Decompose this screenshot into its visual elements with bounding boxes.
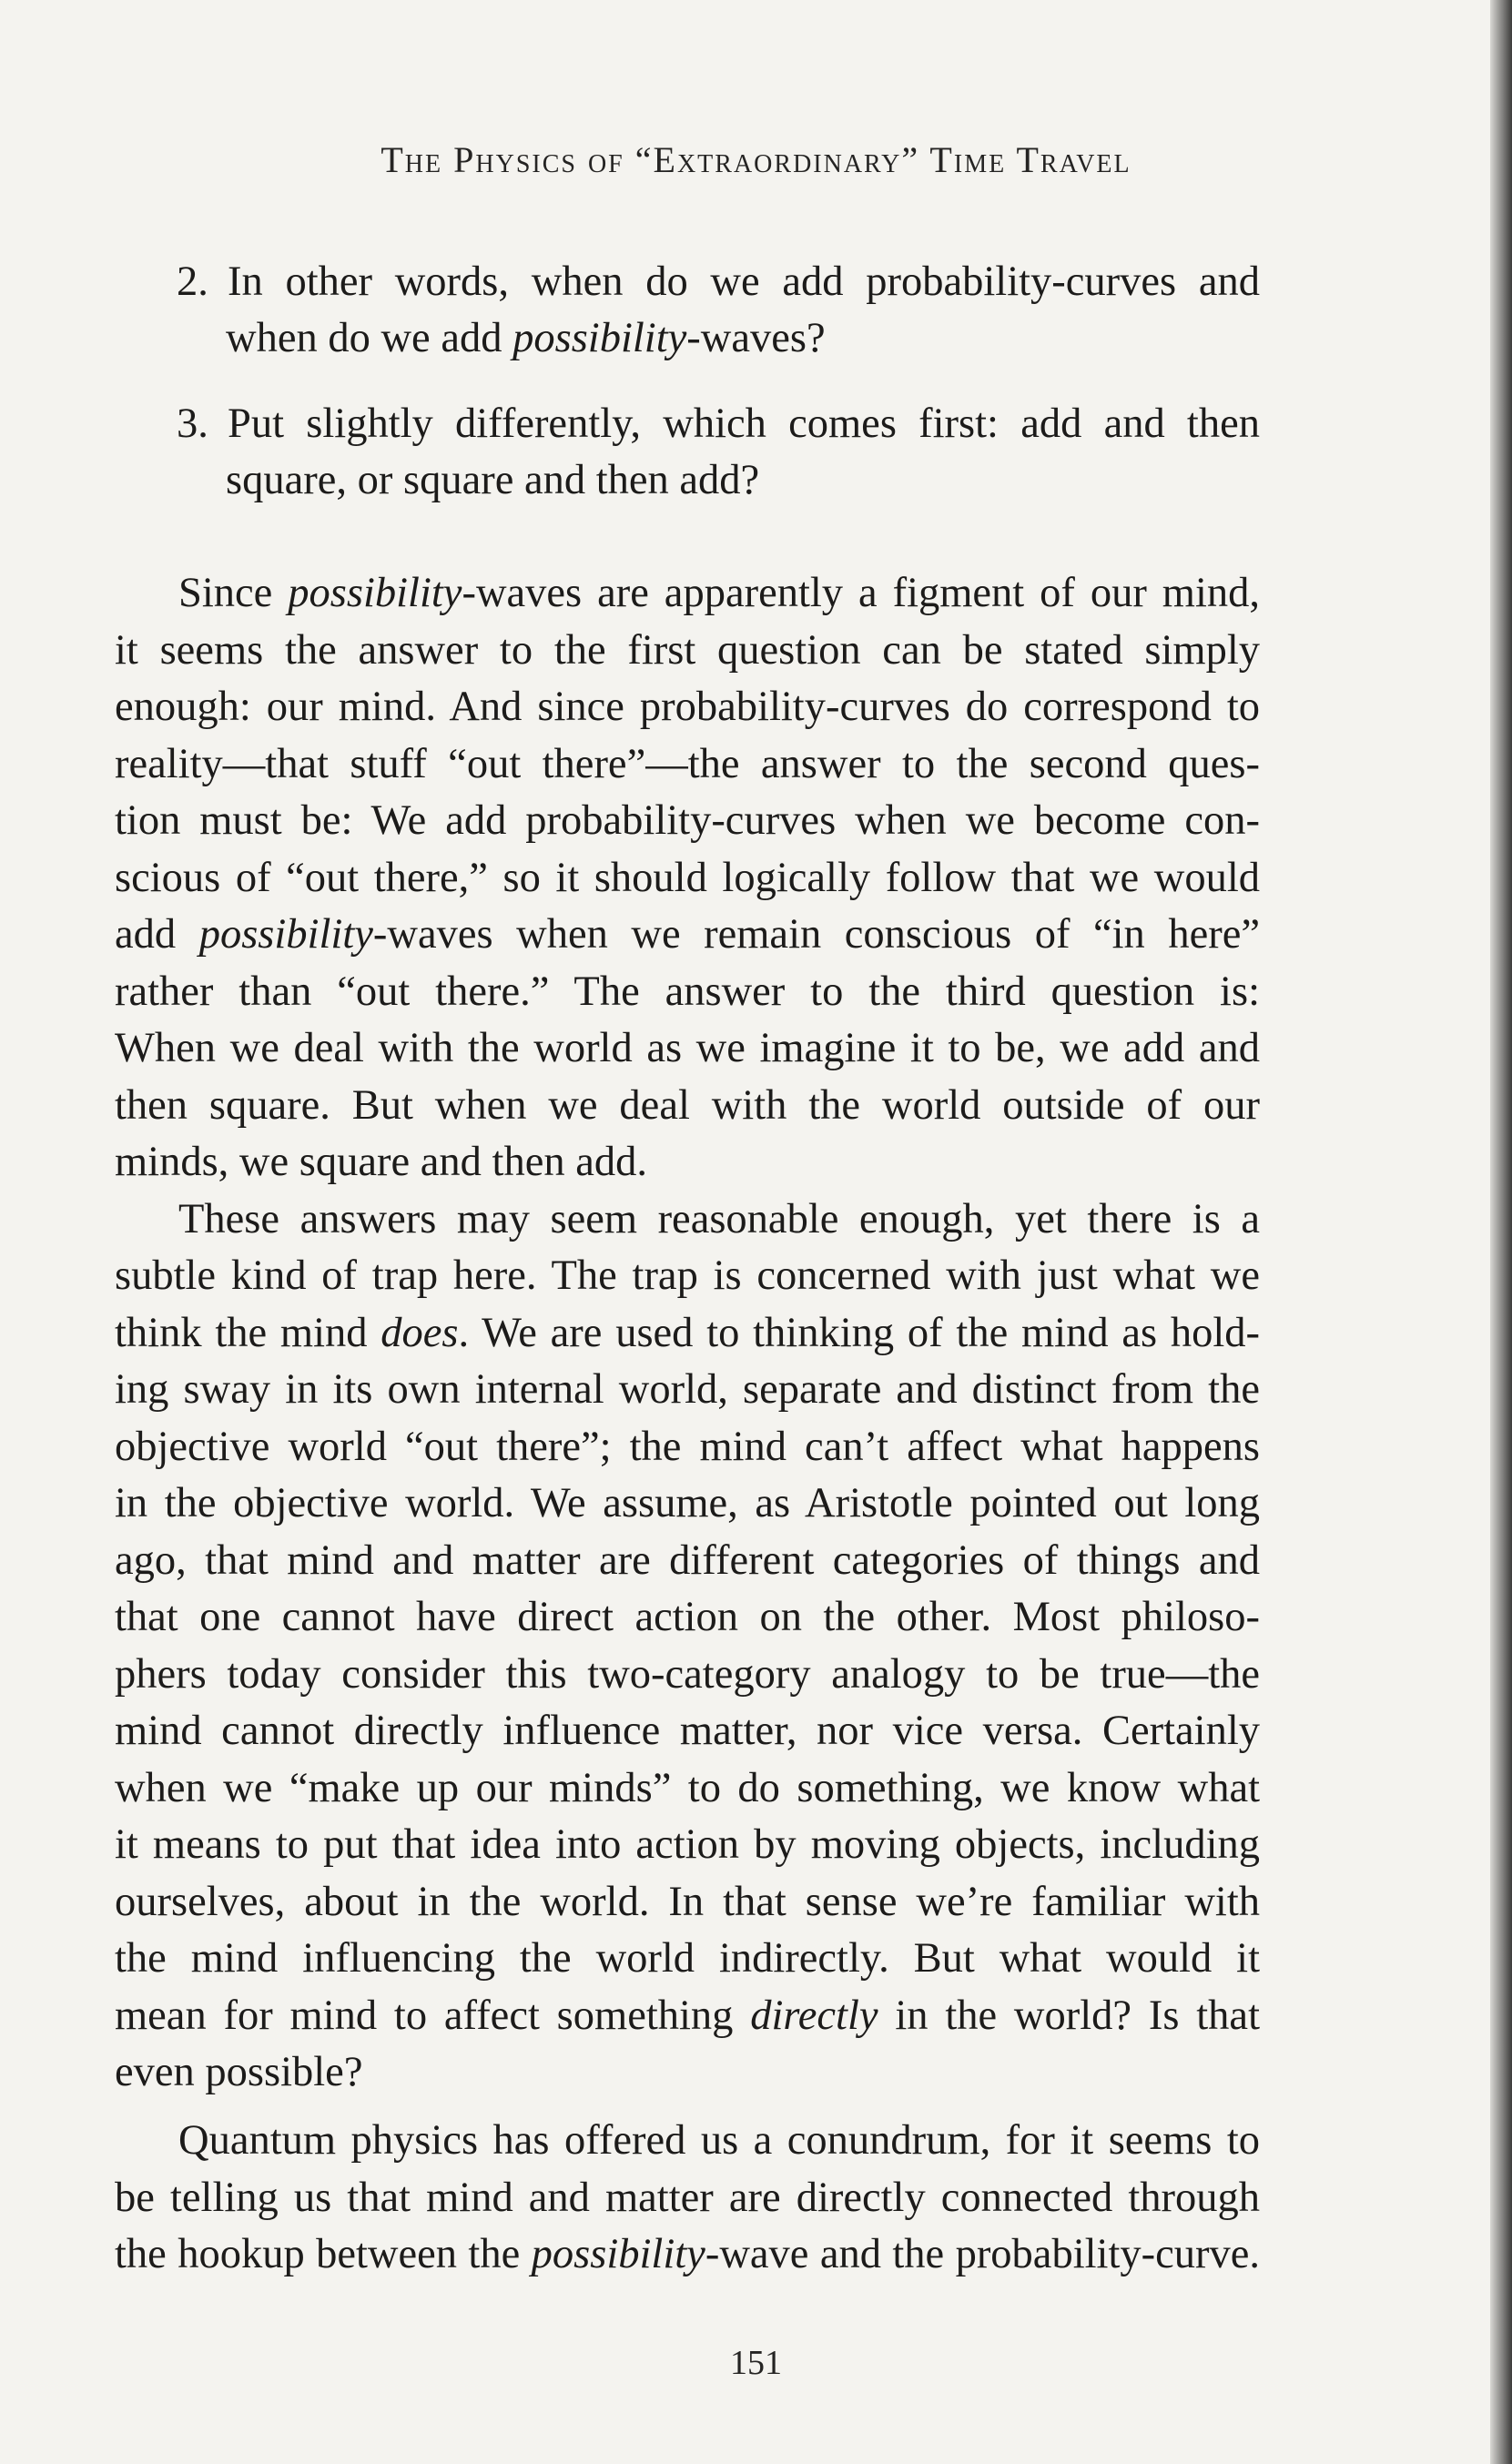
text-line [115,1987,1260,2045]
text-line: ago, that mind and matter are different categories of things and [115,1537,1260,1584]
italic-text: possibility [512,315,687,361]
text-line: be telling us that mind and matter are directly connected through [115,2175,1260,2221]
text-span: mean for mind to affect something [115,1992,751,2039]
list-item [177,253,1260,311]
text-line: When we deal with the world as we imagine it to be, we add and [115,1025,1260,1071]
text-line: enough: our mind. And since probability-curves do correspond to [115,684,1260,730]
text-line [115,1304,1260,1363]
list-item [177,395,1260,453]
text-line: it seems the answer to the first question can be stated simply [115,627,1260,674]
italic-text: directly [750,1992,878,2039]
text-line [115,906,1260,964]
list-item-number: 2. [177,259,208,305]
text-span: Since [178,570,289,616]
text-span: -waves are apparently a figment of our mind, [462,570,1260,616]
text-line: that one cannot have direct action on the other. Most philoso- [115,1594,1260,1640]
text-span: -wave and the probability-curve. [705,2231,1260,2277]
italic-text: possibility [198,911,373,958]
text-span: . We are used to thinking of the mind as hold- [458,1310,1260,1356]
text-line: Put slightly differently, which comes first: add and then [228,401,1260,447]
running-head: The Physics of “Extraordinary” Time Travel [381,139,1131,180]
italic-text: does [381,1310,459,1356]
text-line: In other words, when do we add probability-curves and [228,259,1260,305]
text-line: ourselves, about in the world. In that sense we’re familiar with [115,1879,1260,1925]
text-line: in the objective world. We assume, as Aristotle pointed out long [115,1480,1260,1526]
text-line: These answers may seem reasonable enough, yet there is a [178,1196,1260,1242]
text-span: add [115,911,199,958]
italic-text: possibility [288,570,462,616]
text-line: the mind influencing the world indirectly. But what would it [115,1935,1260,1982]
text-line: ing sway in its own internal world, separate and distinct from the [115,1366,1260,1413]
page-edge-shadow [1490,0,1512,2464]
text-line: objective world “out there”; the mind can’t affect what happens [115,1424,1260,1470]
text-line: subtle kind of trap here. The trap is concerned with just what we [115,1252,1260,1299]
list-item-continuation [226,309,1260,368]
italic-text: possibility [531,2231,705,2277]
text-span: the hookup between the [115,2231,532,2277]
text-line: it means to put that idea into action by moving objects, including [115,1821,1260,1868]
text-line: when we “make up our minds” to do something, we know what [115,1765,1260,1811]
text-line: phers today consider this two-category analogy to be true—the [115,1651,1260,1698]
list-item-continuation: square, or square and then add? [226,457,760,503]
text-line: mind cannot directly influence matter, nor vice versa. Certainly [115,1708,1260,1754]
page-number: 151 [730,2344,782,2382]
text-line [115,2226,1260,2284]
text-line: reality—that stuff “out there”—the answer to the second ques- [115,741,1260,787]
text-span: think the mind [115,1310,381,1356]
text-span: when do we add [226,315,513,361]
text-line: even possible? [115,2049,363,2095]
text-span: -waves? [686,315,826,361]
text-span: in the world? Is that [878,1992,1260,2039]
text-line: minds, we square and then add. [115,1139,647,1185]
text-line [115,564,1260,623]
text-line: rather than “out there.” The answer to the third question is: [115,968,1260,1015]
text-line: scious of “out there,” so it should logically follow that we would [115,855,1260,901]
text-line: tion must be: We add probability-curves when we become con- [115,797,1260,844]
list-item-number: 3. [177,401,208,447]
text-span: -waves when we remain conscious of “in here” [372,911,1260,958]
text-line: Quantum physics has offered us a conundrum, for it seems to [178,2117,1260,2164]
text-line: then square. But when we deal with the world outside of our [115,1082,1260,1129]
